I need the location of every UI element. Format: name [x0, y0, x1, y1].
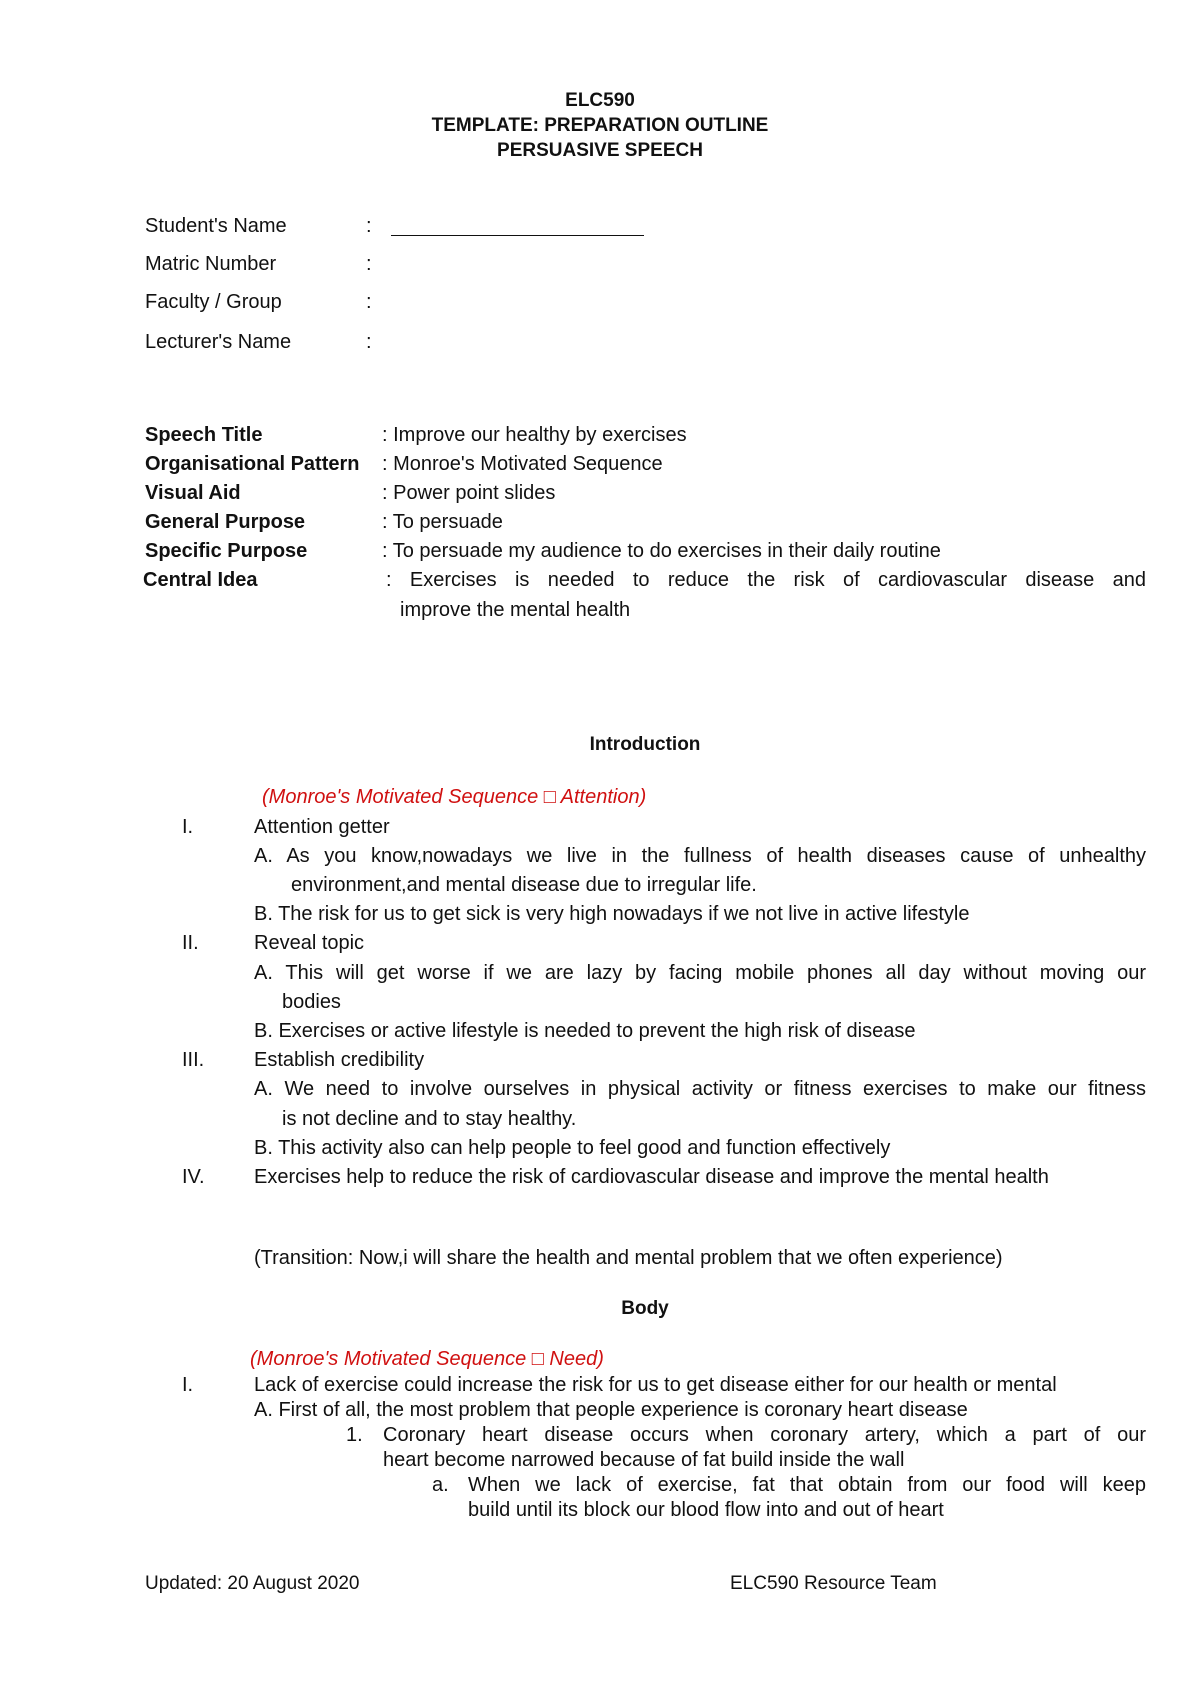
body-sub-1-number: 1. — [346, 1424, 363, 1446]
sub-point-line: B. Exercises or active lifestyle is needed to prevent the high risk of disease — [254, 1020, 916, 1042]
point-numeral: I. — [182, 816, 194, 838]
specific-purpose-value: : To persuade my audience to do exercises in their daily routine — [382, 540, 941, 562]
sub-point-line: is not decline and to stay healthy. — [282, 1108, 577, 1130]
sub-point-line: B. The risk for us to get sick is very high nowadays if we not live in active lifestyle — [254, 903, 970, 925]
footer-team: ELC590 Resource Team — [730, 1573, 937, 1594]
point-text: Attention getter — [254, 816, 390, 838]
point-text: Establish credibility — [254, 1049, 425, 1071]
visual-aid-label: Visual Aid — [145, 482, 241, 504]
need-sequence-note: (Monroe's Motivated Sequence □ Need) — [250, 1348, 604, 1370]
sub-point-line: environment,and mental disease due to irregular life. — [291, 874, 757, 896]
matric-number-colon: : — [366, 253, 372, 275]
sub-point-line: A. As you know,nowadays we live in the fullness of health diseases cause of unhealthy — [254, 845, 1146, 867]
body-sub-a: A. First of all, the most problem that people experience is coronary heart disease — [254, 1399, 968, 1421]
attention-sequence-note: (Monroe's Motivated Sequence □ Attention) — [262, 786, 647, 808]
body-point-numeral: I. — [182, 1374, 194, 1396]
matric-number-label: Matric Number — [145, 253, 277, 275]
point-numeral: III. — [182, 1049, 205, 1071]
body-sub-1-line1: Coronary heart disease occurs when coronary artery, which a part of our — [383, 1424, 1146, 1446]
central-idea-value-line1: : Exercises is needed to reduce the risk of cardiovascular disease and — [386, 569, 1146, 591]
sub-point-line: A. We need to involve ourselves in physical activity or fitness exercises to make our fitness — [254, 1078, 1146, 1100]
point-numeral: IV. — [182, 1166, 205, 1188]
faculty-group-colon: : — [366, 291, 372, 313]
point-text: Exercises help to reduce the risk of cardiovascular disease and improve the mental health — [254, 1166, 1049, 1188]
sub-point-line: bodies — [282, 991, 341, 1013]
speech-type: PERSUASIVE SPEECH — [497, 140, 703, 161]
body-heading: Body — [621, 1298, 669, 1319]
lecturer-name-label: Lecturer's Name — [145, 331, 292, 353]
student-name-label: Student's Name — [145, 215, 287, 237]
body-sub-a2-line1: When we lack of exercise, fat that obtain from our food will keep — [468, 1474, 1146, 1496]
body-point-text: Lack of exercise could increase the risk for us to get disease either for our health or mental — [254, 1374, 1057, 1396]
central-idea-value-line2: improve the mental health — [400, 599, 631, 621]
pattern-value: : Monroe's Motivated Sequence — [382, 453, 663, 475]
central-idea-label: Central Idea — [143, 569, 258, 591]
body-sub-a2-letter: a. — [432, 1474, 449, 1496]
footer-updated: Updated: 20 August 2020 — [145, 1573, 360, 1594]
body-sub-1-line2: heart become narrowed because of fat build inside the wall — [383, 1449, 905, 1471]
general-purpose-value: : To persuade — [382, 511, 503, 533]
specific-purpose-label: Specific Purpose — [145, 540, 308, 562]
sub-point-line: B. This activity also can help people to feel good and function effectively — [254, 1137, 891, 1159]
template-title: TEMPLATE: PREPARATION OUTLINE — [431, 115, 769, 136]
body-sub-a2-line2: build until its block our blood flow into and out of heart — [468, 1499, 944, 1521]
point-numeral: II. — [182, 932, 199, 954]
speech-title-label: Speech Title — [145, 424, 263, 446]
faculty-group-label: Faculty / Group — [145, 291, 282, 313]
student-name-colon: : — [366, 215, 372, 237]
pattern-label: Organisational Pattern — [145, 453, 360, 475]
point-text: Reveal topic — [254, 932, 365, 954]
course-code: ELC590 — [565, 90, 635, 111]
transition-text: (Transition: Now,i will share the health and mental problem that we often experience) — [254, 1247, 1003, 1269]
introduction-heading: Introduction — [589, 734, 701, 755]
student-name-blank — [391, 235, 644, 236]
visual-aid-value: : Power point slides — [382, 482, 556, 504]
lecturer-name-colon: : — [366, 331, 372, 353]
general-purpose-label: General Purpose — [145, 511, 306, 533]
sub-point-line: A. This will get worse if we are lazy by facing mobile phones all day without moving our — [254, 962, 1146, 984]
speech-title-value: : Improve our healthy by exercises — [382, 424, 687, 446]
